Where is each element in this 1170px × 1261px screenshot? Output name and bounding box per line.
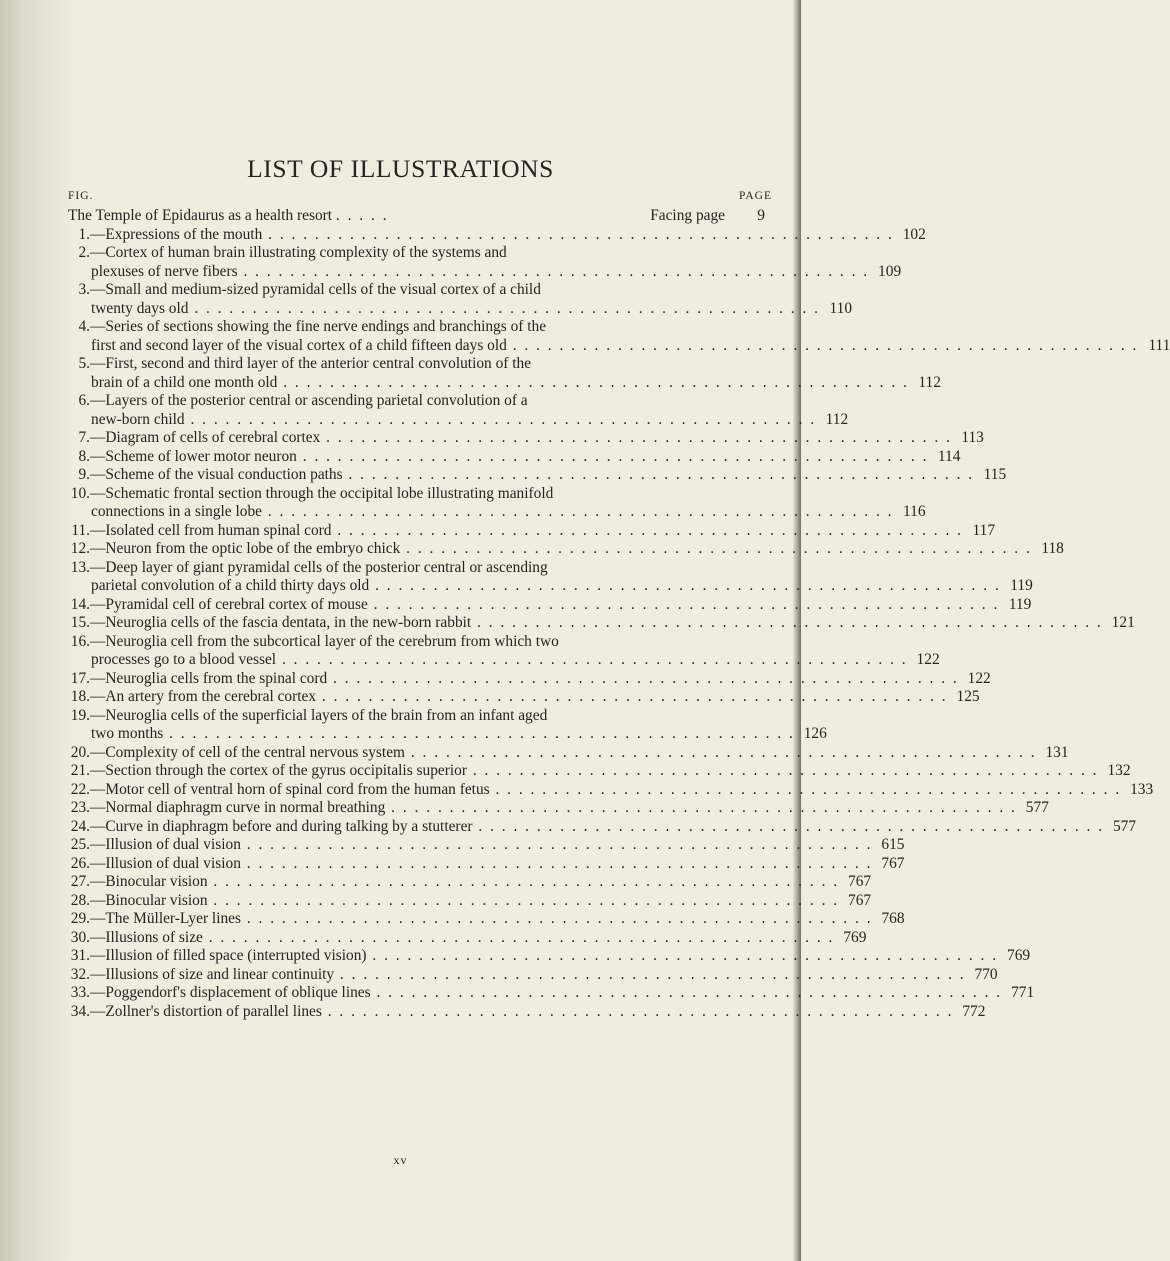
- entry-page-number: 115: [983, 466, 1007, 483]
- illustration-entry: [68, 669, 991, 689]
- leader-dots: . . . . . . . . . . . . . . . . . . . . . . . . . . . . . . . . . . . . . . . . . . . . . . . . . . . . . .: [262, 225, 894, 243]
- illustration-entry-continued: [68, 725, 827, 744]
- entry-page-number: 767: [881, 854, 905, 872]
- entry-page-number: 119: [1008, 595, 1032, 613]
- entry-text: [105, 892, 839, 911]
- entry-number: 27.: [70, 873, 90, 890]
- entry-text: [105, 947, 998, 966]
- entry-page-number: 114: [937, 447, 961, 465]
- entry-dash: —: [90, 928, 106, 946]
- leader-dots: . . . . . . . . . . . . . . . . . . . . . . . . . . . . . . . . . . . . . . . . . . . . . . . . . . . . . .: [163, 725, 795, 742]
- entry-text-line: Illusion of dual vision: [105, 836, 241, 853]
- entry-text-line: Binocular vision: [105, 891, 208, 909]
- entry-page-number: 111: [1148, 336, 1170, 354]
- leader-dots: . . . . . . . . . . . . . . . . . . . . . . . . . . . . . . . . . . . . . . . . . . . . . . . . . . . . . .: [489, 780, 1122, 798]
- entry-text: [105, 966, 965, 985]
- entry-page-number: 767: [848, 873, 872, 890]
- illustration-entry: [68, 595, 1032, 615]
- entry-text-line: brain of a child one month old: [91, 373, 278, 391]
- entry-text: [105, 596, 999, 615]
- illustration-entry: [68, 318, 765, 337]
- entry-text-line: Pyramidal cell of cerebral cortex of mouse: [105, 595, 368, 613]
- entry-page-number: 122: [916, 651, 940, 668]
- facing-page-label: Facing page: [650, 207, 725, 224]
- illustration-entry: [68, 392, 765, 411]
- illustration-entry: [68, 836, 905, 855]
- leader-dots: . . . . . . . . . . . . . . . . . . . . . . . . . . . . . . . . . . . . . . . . . . . . . . . . . . . . . .: [466, 762, 1099, 779]
- illustration-entry: [68, 707, 765, 726]
- entry-text-line: Scheme of the visual conduction paths: [105, 466, 343, 483]
- illustration-entry: [68, 873, 872, 892]
- entry-page-number: 9: [757, 207, 765, 224]
- entry-number: 7.: [78, 429, 90, 446]
- fig-column-header: FIG.: [68, 190, 94, 202]
- entry-dash: —: [90, 318, 106, 335]
- illustration-entry-continued: [68, 577, 1033, 596]
- illustration-entry: [68, 780, 1154, 800]
- entry-dash: —: [90, 873, 106, 890]
- entry-page-number: 577: [1112, 817, 1137, 835]
- entry-text-line: Curve in diaphragm before and during talking by a stutterer: [105, 817, 473, 835]
- entry-page-number: 113: [961, 429, 984, 446]
- leader-dots: . . . . . . . . . . . . . . . . . . . . . . . . . . . . . . . . . . . . . . . . . . . . . . . . . . . . . .: [405, 743, 1037, 761]
- entry-dash: —: [90, 910, 106, 927]
- entry-text: [68, 577, 1001, 596]
- illustration-entry: [68, 466, 1007, 485]
- entry-text-line: An artery from the cerebral cortex: [105, 688, 317, 705]
- entry-text-line: Cortex of human brain illustrating complexity of the systems and: [105, 244, 507, 261]
- illustration-entry: [68, 910, 905, 929]
- entry-text: [105, 448, 928, 467]
- entry-number: 33.: [70, 984, 90, 1001]
- entry-dash: —: [90, 1002, 106, 1020]
- entry-page-number: 132: [1107, 762, 1131, 779]
- illustration-entry: [68, 225, 926, 245]
- entry-number: 13.: [70, 558, 90, 576]
- entry-number: 21.: [70, 762, 90, 779]
- entry-dash: —: [90, 466, 106, 483]
- entry-page-number: 768: [881, 910, 905, 927]
- illustration-entry-continued: [68, 503, 926, 522]
- entry-page-number: 767: [848, 891, 872, 909]
- illustration-entry-continued: [68, 651, 940, 670]
- entry-dash: —: [90, 743, 106, 761]
- illustration-entry: [68, 799, 1049, 818]
- entry-text: [105, 614, 1102, 633]
- entry-number: 26.: [70, 854, 90, 872]
- entry-text: [68, 337, 1138, 356]
- leader-dots: . . . . . . . . . . . . . . . . . . . . . . . . . . . . . . . . . . . . . . . . . . . . . . . . . . . . . .: [367, 595, 1000, 613]
- entry-dash: —: [90, 447, 106, 465]
- entry-dash: —: [90, 854, 106, 872]
- entry-text: [105, 744, 1036, 763]
- entry-page-number: 769: [843, 928, 867, 946]
- leader-dots: . . . . . . . . . . . . . . . . . . . . . . . . . . . . . . . . . . . . . . . . . . . . . . . . . . . . . .: [207, 891, 840, 909]
- illustration-entry: [68, 633, 765, 652]
- leader-dots: . . . . . . . . . . . . . . . . . . . . . . . . . . . . . . . . . . . . . . . . . . . . . . . . . . . . . .: [276, 651, 908, 668]
- entry-text-line: Expressions of the mouth: [105, 225, 263, 243]
- leader-dots: . . . . . . . . . . . . . . . . . . . . . . . . . . . . . . . . . . . . . . . . . . . . . . . . . . . . . .: [366, 947, 999, 964]
- entry-text: [105, 485, 765, 504]
- illustrations-list: [68, 207, 1170, 1021]
- illustration-entry: [68, 688, 980, 707]
- entry-page-number: 131: [1045, 743, 1069, 761]
- entry-text-line: Complexity of cell of the central nervous system: [105, 743, 406, 761]
- entry-text-line: connections in a single lobe: [91, 503, 262, 520]
- illustration-entry: [68, 447, 961, 467]
- entry-page-number: 126: [803, 725, 827, 742]
- entry-text: [105, 540, 1031, 559]
- entry-text-line: Normal diaphragm curve in normal breathing: [105, 799, 386, 816]
- leader-dots: . . . . . . . . . . . . . . . . . . . . . . . . . . . . . . . . . . . . . . . . . . . . . . . . . . . . . .: [342, 466, 975, 483]
- entry-number: 23.: [70, 799, 90, 816]
- entry-text: [105, 1003, 953, 1022]
- entry-number: 19.: [70, 706, 90, 724]
- entry-dash: —: [90, 540, 106, 557]
- leader-dots: . . . . . . . . . . . . . . . . . . . . . . . . . . . . . . . . . . . . . . . . . . . . . . . . . . . . . .: [296, 447, 929, 465]
- illustration-entry: [68, 947, 1031, 966]
- entry-page-number: 112: [918, 373, 941, 391]
- entry-text: [105, 873, 839, 892]
- entry-text-line: The Müller-Lyer lines: [105, 910, 241, 927]
- entry-text: [105, 818, 1104, 837]
- entry-dash: —: [90, 244, 106, 261]
- entry-text: [105, 670, 958, 689]
- entry-text: [68, 374, 909, 393]
- entry-text-line: Illusions of size and linear continuity: [105, 965, 335, 983]
- entry-text-line: Neuroglia cells of the fascia dentata, in the new-born rabbit: [105, 614, 472, 631]
- entry-number: 18.: [70, 688, 90, 705]
- entry-text-line: new-born child: [91, 410, 185, 428]
- entry-text-line: Binocular vision: [105, 873, 208, 890]
- entry-number: 31.: [70, 947, 90, 964]
- entry-dash: —: [90, 281, 106, 298]
- entry-text-line: Illusion of dual vision: [105, 854, 241, 872]
- entry-text: [68, 207, 650, 226]
- entry-page-number: 615: [881, 836, 905, 853]
- entry-number: 10.: [70, 484, 90, 502]
- frontispiece-text: The Temple of Epidaurus as a health resort: [68, 207, 333, 224]
- entry-number: 12.: [70, 540, 90, 557]
- entry-text-line: Poggendorf's displacement of oblique lines: [105, 984, 371, 1001]
- leader-dots: . . . . . . . . . . . . . . . . . . . . . . . . . . . . . . . . . . . . . . . . . . . . . . . . . . . . . .: [369, 577, 1001, 594]
- entry-text-line: two months: [91, 725, 164, 742]
- leader-dots: . . . . . . . . . . . . . . . . . . . . . . . . . . . . . . . . . . . . . . . . . . . . . . . . . . . . . .: [240, 854, 873, 872]
- entry-text-line: Layers of the posterior central or ascending parietal convolution of a: [105, 392, 528, 409]
- illustration-entry: [68, 1002, 986, 1022]
- entry-text: [105, 244, 765, 263]
- frontispiece-entry: [68, 207, 765, 226]
- entry-number: 30.: [70, 928, 90, 946]
- entry-dash: —: [90, 392, 106, 409]
- entry-text-line: Illusion of filled space (interrupted vision): [105, 947, 367, 964]
- leader-dots: . . . . . . . . . . . . . . . . . . . . . . . . . . . . . . . . . . . . . . . . . . . . . . . . . . . . . .: [327, 669, 959, 687]
- illustration-entry-continued: [68, 373, 941, 393]
- entry-page-number: 121: [1111, 614, 1135, 631]
- entry-text: [105, 799, 1016, 818]
- illustration-entry: [68, 743, 1069, 763]
- entry-page-number: 118: [1041, 540, 1064, 557]
- entry-dash: —: [90, 817, 106, 835]
- entry-page-number: 122: [967, 669, 991, 687]
- entry-dash: —: [90, 706, 106, 724]
- entry-number: 17.: [70, 669, 90, 687]
- entry-number: 24.: [70, 817, 90, 835]
- illustration-entry-continued: [68, 336, 1170, 356]
- illustration-entry: [68, 928, 867, 948]
- entry-text: [68, 300, 820, 319]
- entry-text-line: Zollner's distortion of parallel lines: [105, 1002, 322, 1020]
- entry-number: 1.: [78, 225, 90, 243]
- leader-dots: . . . . . . . . . . . . . . . . . . . . . . . . . . . . . . . . . . . . . . . . . . . . . . . . . . . . . .: [240, 836, 873, 853]
- entry-dash: —: [90, 799, 106, 816]
- page-folio: xv: [393, 1153, 408, 1167]
- entry-dash: —: [90, 614, 106, 631]
- entry-page-number: 771: [1011, 984, 1035, 1001]
- entry-page-number: 112: [825, 410, 849, 428]
- entry-text: [105, 836, 872, 855]
- entry-dash: —: [90, 984, 106, 1001]
- leader-dots: . . . . . . . . . . . . . . . . . . . . . . . . . . . . . . . . . . . . . . . . . . . . . . . . . . . . . .: [237, 262, 870, 280]
- entry-dash: —: [90, 947, 106, 964]
- entry-number: 32.: [70, 965, 90, 983]
- leader-dots: . . . . . . . . . . . . . . . . . . . . . . . . . . . . . . . . . . . . . . . . . . . . . . . . . . . . . .: [331, 521, 964, 539]
- entry-dash: —: [90, 669, 106, 687]
- illustration-entry-continued: [68, 262, 902, 282]
- entry-number: 11.: [71, 521, 90, 539]
- entry-text-line: Section through the cortex of the gyrus occipitalis superior: [105, 762, 467, 779]
- entry-text: [105, 762, 1098, 781]
- entry-text-line: parietal convolution of a child thirty days old: [91, 577, 370, 594]
- entry-text: [105, 429, 951, 448]
- entry-text-line: Neuroglia cells of the superficial layers of the brain from an infant aged: [105, 706, 548, 724]
- entry-number: 3.: [78, 281, 90, 298]
- entry-page-number: 116: [903, 503, 926, 520]
- leader-dots: . . . . . . . . . . . . . . . . . . . . . . . . . . . . . . . . . . . . . . . . . . . . . . . . . . . . . .: [320, 429, 952, 446]
- illustration-entry: [68, 540, 1064, 559]
- entry-text-line: twenty days old: [91, 299, 189, 317]
- illustration-entry: [68, 614, 1135, 633]
- illustration-entry: [68, 559, 765, 578]
- entry-dash: —: [90, 225, 106, 243]
- entry-number: 20.: [70, 743, 90, 761]
- leader-dots: . . . . . . . . . . . . . . . . . . . . . . . . . . . . . . . . . . . . . . . . . . . . . . . . . . . . . .: [316, 688, 948, 705]
- entry-number: 34.: [70, 1002, 90, 1020]
- illustration-entry: [68, 817, 1137, 837]
- leader-dots: . . . . . . . . . . . . . . . . . . . . . . . . . . . . . . . . . . . . . . . . . . . . . . . . . . . . . .: [506, 336, 1139, 354]
- leader-dots: . . . . . . . . . . . . . . . . . . . . . . . . . . . . . . . . . . . . . . . . . . . . . . . . . . . . . .: [277, 373, 909, 391]
- illustration-entry: [68, 854, 905, 874]
- entry-text: [68, 725, 795, 744]
- entry-page-number: 769: [1007, 947, 1031, 964]
- entry-text: [105, 392, 765, 411]
- entry-number: 4.: [78, 318, 90, 335]
- entry-dash: —: [90, 632, 106, 650]
- entry-page-number: 133: [1130, 780, 1154, 798]
- entry-number: 16.: [70, 632, 90, 650]
- entry-text-line: processes go to a blood vessel: [91, 651, 277, 668]
- entry-page-number: 119: [1010, 577, 1033, 594]
- leader-dots: . . . . . . . . . . . . . . . . . . . . . . . . . . . . . . . . . . . . . . . . . . . . . . . . . . . . . .: [334, 965, 966, 983]
- entry-dash: —: [90, 965, 106, 983]
- illustration-entry: [68, 355, 765, 374]
- entry-page-number: 109: [878, 262, 902, 280]
- entry-page-number: 577: [1025, 799, 1049, 816]
- entry-number: 2.: [78, 244, 90, 261]
- entry-dash: —: [90, 521, 106, 539]
- entry-text-line: Small and medium-sized pyramidal cells of the visual cortex of a child: [105, 281, 541, 298]
- entry-number: 5.: [78, 355, 90, 372]
- entry-number: 28.: [70, 891, 90, 909]
- illustration-entry: [68, 485, 765, 504]
- entry-text-line: Neuron from the optic lobe of the embryo chick: [105, 540, 401, 557]
- entry-dash: —: [90, 836, 106, 853]
- entry-number: 8.: [78, 447, 90, 465]
- entry-text: [105, 355, 765, 374]
- page-column-header: PAGE: [739, 190, 772, 202]
- entry-text-line: Scheme of lower motor neuron: [105, 447, 297, 465]
- illustration-entry: [68, 429, 984, 448]
- entry-page-number: 772: [962, 1002, 986, 1020]
- entry-text-line: Illusions of size: [105, 928, 203, 946]
- entry-text: [105, 855, 872, 874]
- entry-dash: —: [90, 762, 106, 779]
- illustration-entry: [68, 281, 765, 300]
- entry-text-line: Schematic frontal section through the occipital lobe illustrating manifold: [105, 484, 554, 502]
- leader-dots: . . . . . . . . . . . . . . . . . . . . . . . . . . . . . . . . . . . . . . . . . . . . . . . . . . . . . .: [370, 984, 1003, 1001]
- entry-page-number: 110: [829, 299, 853, 317]
- page-gutter-shadow: [0, 0, 70, 1261]
- entry-text-line: Neuroglia cells from the spinal cord: [105, 669, 328, 687]
- entry-text: [105, 281, 765, 300]
- illustration-entry: [68, 762, 1131, 781]
- entry-text: [105, 633, 765, 652]
- entry-text-line: Motor cell of ventral horn of spinal cord from the human fetus: [105, 780, 490, 798]
- entry-page-number: 770: [974, 965, 998, 983]
- entry-text: [105, 707, 765, 726]
- entry-number: 22.: [70, 780, 90, 798]
- entry-number: 25.: [70, 836, 90, 853]
- leader-dots: . . . . . . . . . . . . . . . . . . . . . . . . . . . . . . . . . . . . . . . . . . . . . . . . . . . . . .: [400, 540, 1032, 557]
- entry-dash: —: [90, 595, 106, 613]
- leader-dots: . . . . . . . . . . . . . . . . . . . . . . . . . . . . . . . . . . . . . . . . . . . . . . . . . . . . . .: [188, 299, 821, 317]
- leader-dots: . . . . . . . . . . . . . . . . . . . . . . . . . . . . . . . . . . . . . . . . . . . . . . . . . . . . . .: [184, 410, 817, 428]
- entry-text-line: plexuses of nerve fibers: [91, 262, 238, 280]
- illustration-entry-continued: [68, 410, 849, 430]
- entry-text: [105, 226, 893, 245]
- entry-text: [105, 984, 1002, 1003]
- entry-number: 6.: [78, 392, 90, 409]
- entry-text-line: Diagram of cells of cerebral cortex: [105, 429, 321, 446]
- entry-number: 29.: [70, 910, 90, 927]
- leader-dots: . . . . . . . . . . . . . . . . . . . . . . . . . . . . . . . . . . . . . . . . . . . . . . . . . . . . . .: [471, 614, 1103, 631]
- entry-text-line: First, second and third layer of the anterior central convolution of the: [105, 355, 532, 372]
- illustration-entry: [68, 891, 872, 911]
- entry-dash: —: [90, 891, 106, 909]
- entry-text: [68, 503, 894, 522]
- entry-text: [68, 263, 869, 282]
- illustration-entry: [68, 521, 996, 541]
- entry-text: [105, 781, 1121, 800]
- leader-dots: . . . . . . . . . . . . . . . . . . . . . . . . . . . . . . . . . . . . . . . . . . . . . . . . . . . . . .: [385, 799, 1017, 816]
- illustration-entry: [68, 965, 998, 985]
- entry-text: [105, 559, 765, 578]
- illustration-entry: [68, 984, 1035, 1003]
- leader-dots: . . . . . . . . . . . . . . . . . . . . . . . . . . . . . . . . . . . . . . . . . . . . . . . . . . . . . .: [261, 503, 894, 520]
- leader-dots: . . . . . . . . . . . . . . . . . . . . . . . . . . . . . . . . . . . . . . . . . . . . . . . . . . . . . .: [321, 1002, 954, 1020]
- leader-dots: . . . . . . . . . . . . . . . . . . . . . . . . . . . . . . . . . . . . . . . . . . . . . . . . . . . . . .: [472, 817, 1105, 835]
- entry-text: [105, 466, 974, 485]
- entry-text: [105, 910, 872, 929]
- entry-text-line: Neuroglia cell from the subcortical layer of the cerebrum from which two: [105, 632, 559, 650]
- leader-dots: . . . . .: [335, 207, 389, 224]
- entry-number: 15.: [70, 614, 90, 631]
- entry-text: [105, 318, 765, 337]
- entry-text: [105, 522, 963, 541]
- illustration-entry-continued: [68, 299, 853, 319]
- entry-page-number: 102: [902, 225, 926, 243]
- entry-text-line: Deep layer of giant pyramidal cells of the posterior central or ascending: [105, 558, 548, 576]
- leader-dots: . . . . . . . . . . . . . . . . . . . . . . . . . . . . . . . . . . . . . . . . . . . . . . . . . . . . . .: [207, 873, 840, 890]
- entry-dash: —: [90, 688, 106, 705]
- entry-dash: —: [90, 355, 106, 372]
- entry-text: [105, 929, 834, 948]
- entry-dash: —: [90, 558, 106, 576]
- entry-text: [105, 688, 947, 707]
- entry-dash: —: [90, 429, 106, 446]
- entry-dash: —: [90, 484, 106, 502]
- leader-dots: . . . . . . . . . . . . . . . . . . . . . . . . . . . . . . . . . . . . . . . . . . . . . . . . . . . . . .: [241, 910, 873, 927]
- entry-dash: —: [90, 780, 106, 798]
- entry-page-number: 117: [972, 521, 996, 539]
- entry-number: 14.: [70, 595, 90, 613]
- entry-page-number: 125: [956, 688, 980, 705]
- entry-text-line: Isolated cell from human spinal cord: [105, 521, 332, 539]
- leader-dots: . . . . . . . . . . . . . . . . . . . . . . . . . . . . . . . . . . . . . . . . . . . . . . . . . . . . . .: [202, 928, 835, 946]
- illustration-entry: [68, 244, 765, 263]
- entry-text-line: first and second layer of the visual cortex of a child fifteen days old: [91, 336, 507, 354]
- entry-text: [68, 651, 908, 670]
- entry-text-line: Series of sections showing the fine nerve endings and branchings of the: [105, 318, 547, 335]
- entry-number: 9.: [78, 466, 90, 483]
- page-title: LIST OF ILLUSTRATIONS: [247, 154, 554, 183]
- entry-text: [68, 411, 816, 430]
